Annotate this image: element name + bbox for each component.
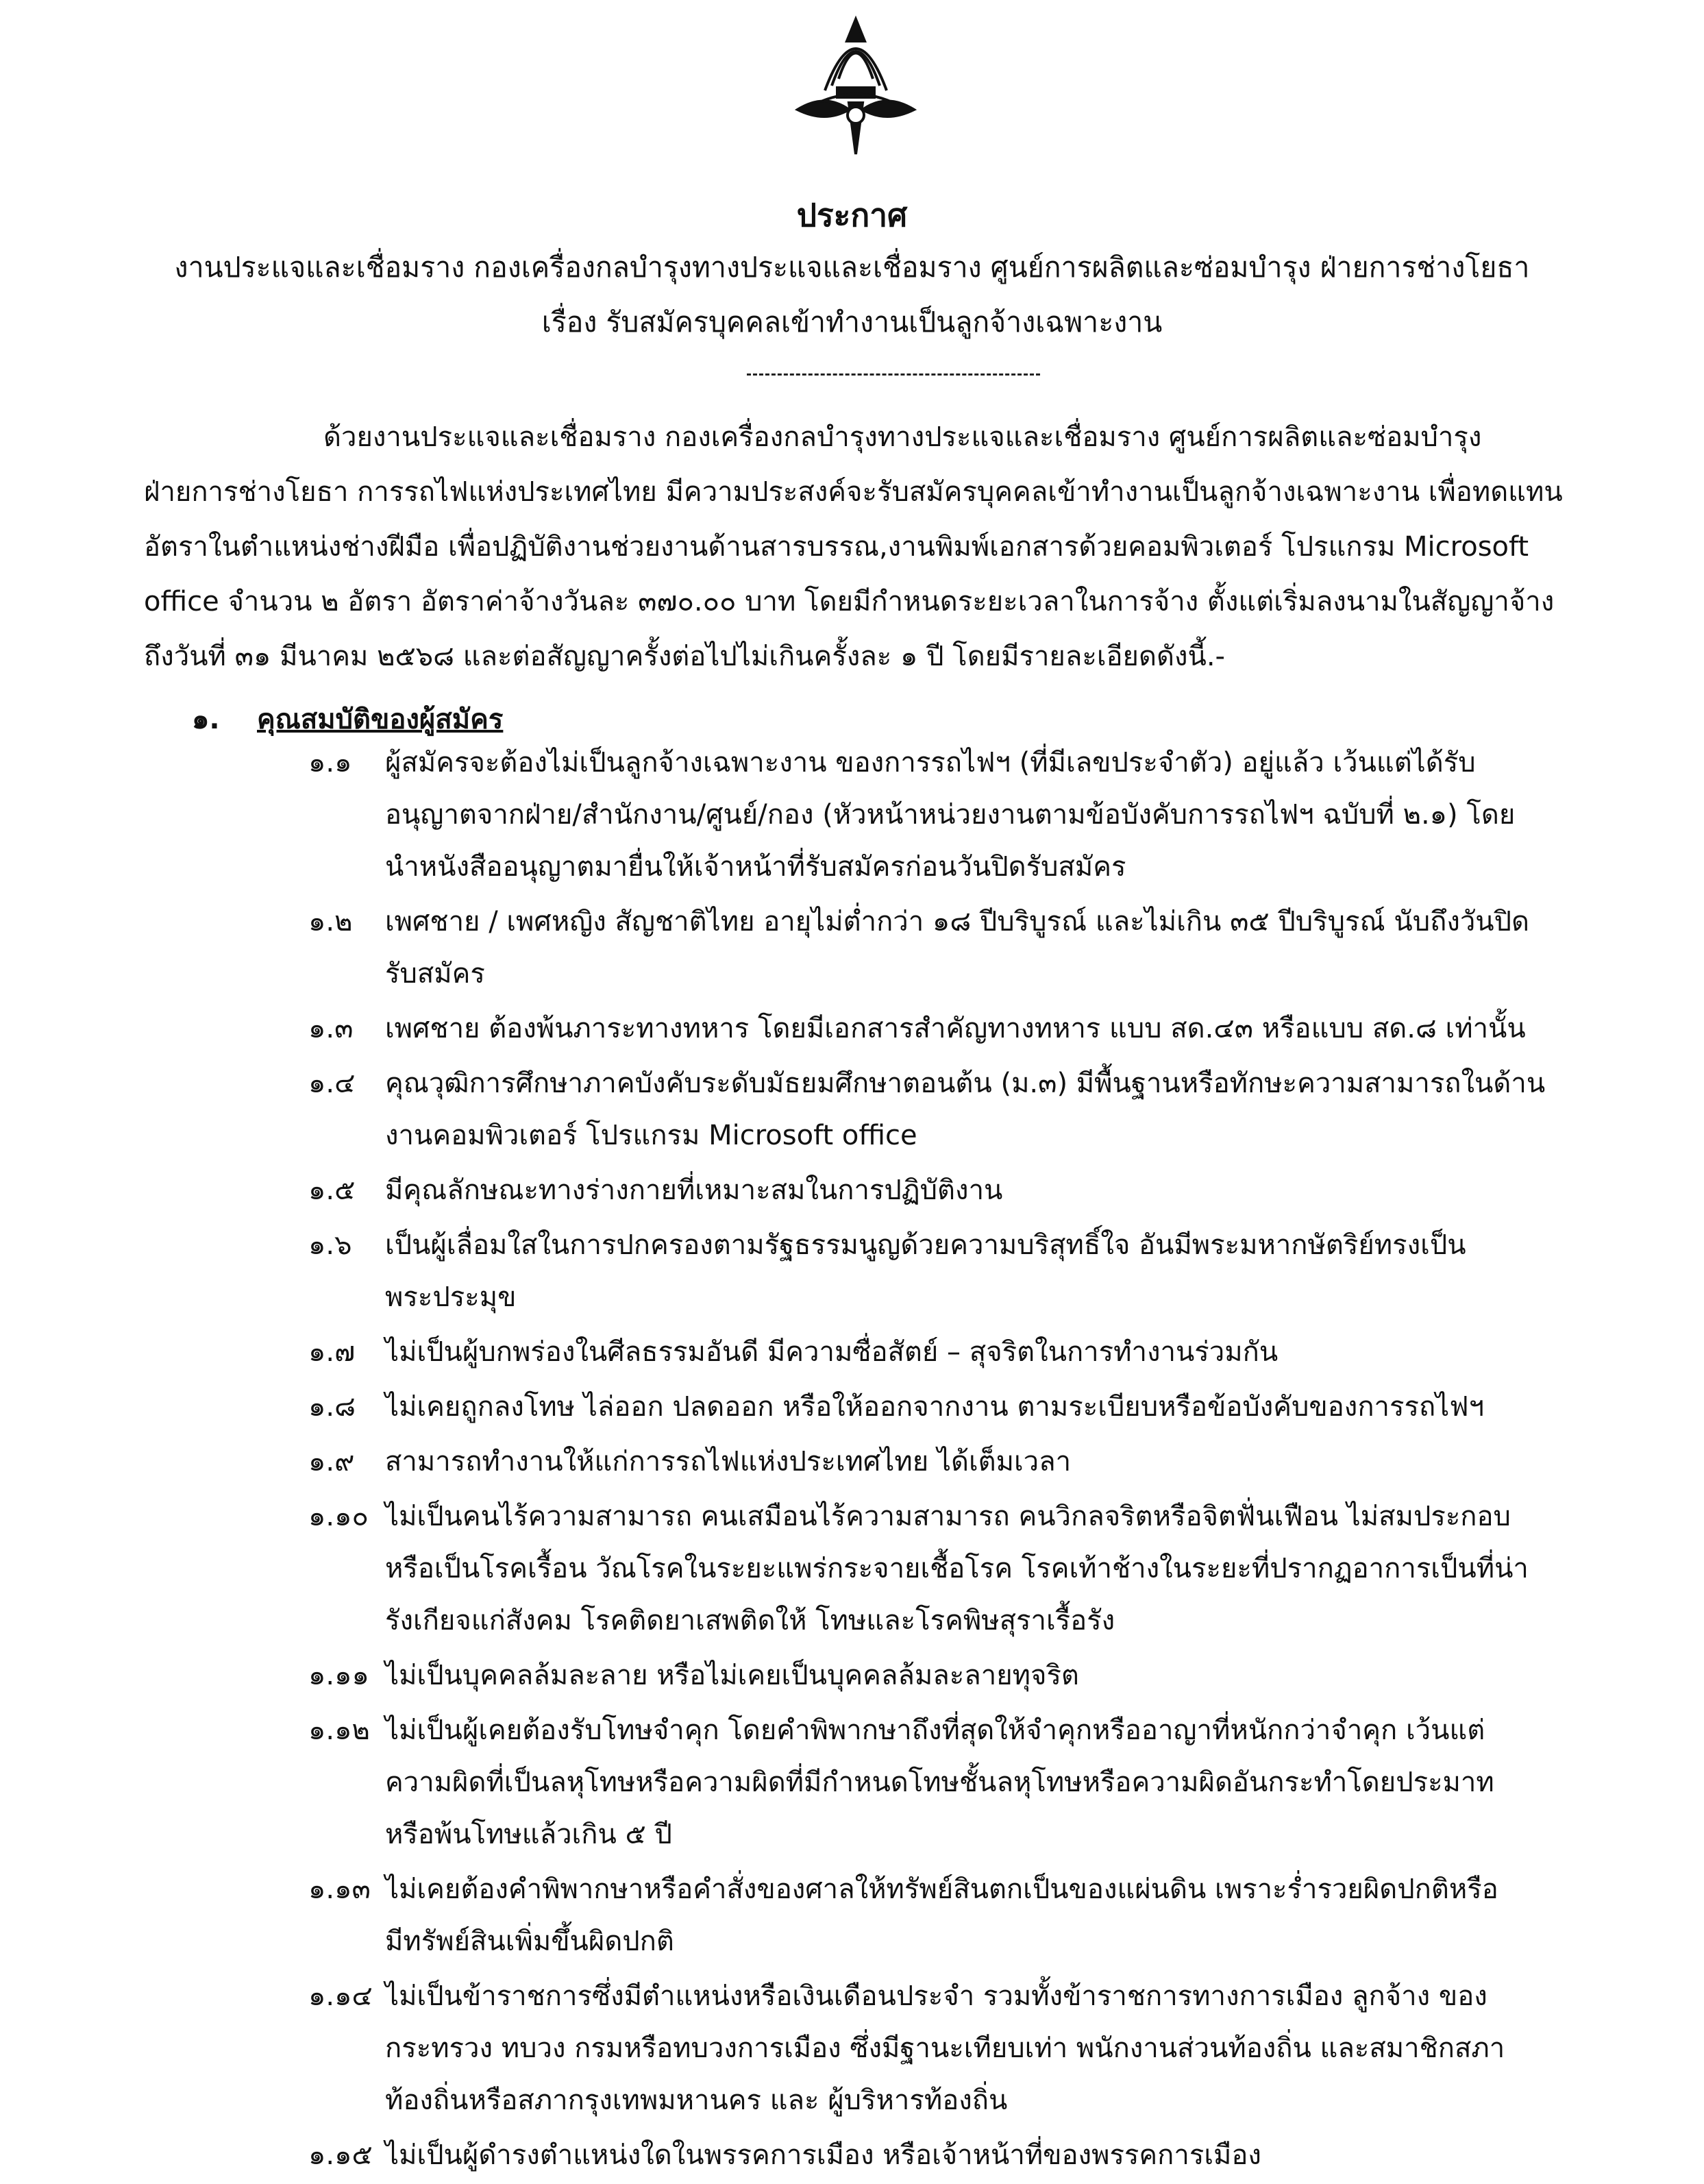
item-text: [385, 1436, 1583, 1488]
item-text-line: งานคอมพิวเตอร์ โปรแกรม Microsoft office: [385, 1120, 917, 1151]
qualification-item: [308, 1381, 1583, 1433]
item-number: ๑.๑๕: [308, 2139, 373, 2171]
qualification-item: [308, 1003, 1583, 1055]
item-text: [385, 896, 1583, 1000]
item-number: ๑.๕: [308, 1175, 356, 1206]
intro-paragraph: [144, 410, 1576, 684]
page-title: ประกาศ: [796, 197, 908, 234]
item-text-line: คุณวุฒิการศึกษาภาคบังคับระดับมัธยมศึกษาตอนต้น (ม.๓) มีพื้นฐานหรือทักษะความสามารถในด้าน: [385, 1068, 1546, 1099]
intro-line: office จำนวน ๒ อัตรา อัตราค่าจ้างวันละ ๓๗๐.๐๐ บาท โดยมีกำหนดระยะเวลาในการจ้าง ตั้งแต่เริ่มลงนามในสัญญาจ้าง: [144, 586, 1555, 617]
item-text-line: พระประมุข: [385, 1281, 517, 1313]
item-number: ๑.๑๒: [308, 1715, 370, 1746]
item-number: ๑.๑๑: [308, 1660, 369, 1691]
qualification-item: [308, 1057, 1583, 1162]
qualification-item: [308, 1219, 1583, 1323]
item-text-line: สามารถทำงานให้แก่การรถไฟแห่งประเทศไทย ได้เต็มเวลา: [385, 1446, 1072, 1477]
item-text: [385, 1219, 1583, 1323]
qualification-item: [308, 1863, 1583, 1967]
item-text-line: รังเกียจแก่สังคม โรคติดยาเสพติดให้ โทษและโรคพิษสุราเรื้อรัง: [385, 1605, 1115, 1636]
item-text-line: ไม่เคยถูกลงโทษ ไล่ออก ปลดออก หรือให้ออกจากงาน ตามระเบียบหรือข้อบังคับของการรถไฟฯ: [385, 1391, 1485, 1423]
title-separator: [747, 373, 1040, 376]
intro-line: ฝ่ายการช่างโยธา การรถไฟแห่งประเทศไทย มีความประสงค์จะรับสมัครบุคคลเข้าทำงานเป็นลูกจ้างเฉพาะงาน เพื่อทดแทน: [144, 476, 1563, 508]
state-railway-emblem-icon: [784, 14, 928, 158]
item-text-line: รับสมัคร: [385, 958, 485, 990]
item-text-line: ไม่เป็นผู้บกพร่องในศีลธรรมอันดี มีความซื่อสัตย์ – สุจริตในการทำงานร่วมกัน: [385, 1336, 1279, 1368]
item-text: [385, 1863, 1583, 1967]
intro-line: ถึงวันที่ ๓๑ มีนาคม ๒๕๖๘ และต่อสัญญาครั้งต่อไปไม่เกินครั้งละ ๑ ปี โดยมีรายละเอียดดังนี้.-: [144, 641, 1225, 672]
item-text: [385, 1003, 1583, 1055]
qualification-item: [308, 1970, 1583, 2126]
item-text: [385, 1057, 1583, 1162]
item-text-line: มีทรัพย์สินเพิ่มขึ้นผิดปกติ: [385, 1926, 674, 1957]
item-text-line: เป็นผู้เลื่อมใสในการปกครองตามรัฐธรรมนูญด้วยความบริสุทธิ์ใจ อันมีพระมหากษัตริย์ทรงเป็น: [385, 1229, 1466, 1261]
item-text: [385, 1164, 1583, 1216]
item-number: ๑.๑: [308, 747, 352, 778]
item-number: ๑.๘: [308, 1391, 356, 1423]
item-text: [385, 737, 1583, 893]
item-text: [385, 1970, 1583, 2126]
item-text: [385, 2129, 1583, 2181]
item-number: ๑.๙: [308, 1446, 355, 1477]
qualification-item: [308, 1164, 1583, 1216]
item-text: [385, 1649, 1583, 1702]
item-number: ๑.๒: [308, 906, 353, 937]
item-number: ๑.๓: [308, 1013, 354, 1044]
item-text-line: ไม่เป็นผู้เคยต้องรับโทษจำคุก โดยคำพิพากษาถึงที่สุดให้จำคุกหรืออาญาที่หนักกว่าจำคุก เว้นแต่: [385, 1715, 1485, 1746]
item-text-line: กระทรวง ทบวง กรมหรือทบวงการเมือง ซึ่งมีฐานะเทียบเท่า พนักงานส่วนท้องถิ่น และสมาชิกสภา: [385, 2033, 1505, 2064]
qualification-item: [308, 737, 1583, 893]
intro-line: ด้วยงานประแจและเชื่อมราง กองเครื่องกลบำรุงทางประแจและเชื่อมราง ศูนย์การผลิตและซ่อมบำรุง: [323, 421, 1482, 453]
item-text-line: มีคุณลักษณะทางร่างกายที่เหมาะสมในการปฏิบัติงาน: [385, 1175, 1003, 1206]
item-text-line: อนุญาตจากฝ่าย/สำนักงาน/ศูนย์/กอง (หัวหน้าหน่วยงานตามข้อบังคับการรถไฟฯ ฉบับที่ ๒.๑) โดย: [385, 799, 1516, 831]
item-text-line: เพศชาย / เพศหญิง สัญชาติไทย อายุไม่ต่ำกว่า ๑๘ ปีบริบูรณ์ และไม่เกิน ๓๕ ปีบริบูรณ์ นับถึงวันปิด: [385, 906, 1530, 937]
qualification-item: [308, 1326, 1583, 1378]
item-text-line: ไม่เคยต้องคำพิพากษาหรือคำสั่งของศาลให้ทรัพย์สินตกเป็นของแผ่นดิน เพราะร่ำรวยผิดปกติหรือ: [385, 1874, 1498, 1905]
item-text-line: ผู้สมัครจะต้องไม่เป็นลูกจ้างเฉพาะงาน ของการรถไฟฯ (ที่มีเลขประจำตัว) อยู่แล้ว เว้นแต่ได้รับ: [385, 747, 1476, 778]
qualification-item: [308, 1704, 1583, 1861]
item-text: [385, 1381, 1583, 1433]
qualification-item: [308, 1649, 1583, 1702]
item-number: ๑.๑๓: [308, 1874, 371, 1905]
item-text-line: หรือพ้นโทษแล้วเกิน ๕ ปี: [385, 1819, 672, 1850]
item-number: ๑.๑๔: [308, 1980, 373, 2012]
item-number: ๑.๑๐: [308, 1501, 369, 1532]
item-text-line: ไม่เป็นบุคคลล้มละลาย หรือไม่เคยเป็นบุคคลล้มละลายทุจริต: [385, 1660, 1079, 1691]
item-text: [385, 1704, 1583, 1861]
announcement-subject: เรื่อง รับสมัครบุคคลเข้าทำงานเป็นลูกจ้างเฉพาะงาน: [541, 306, 1163, 339]
qualification-item: [308, 1490, 1583, 1647]
item-number: ๑.๔: [308, 1068, 356, 1099]
item-text-line: นำหนังสืออนุญาตมายื่นให้เจ้าหน้าที่รับสมัครก่อนวันปิดรับสมัคร: [385, 851, 1126, 883]
qualification-item: [308, 1436, 1583, 1488]
item-text-line: ความผิดที่เป็นลหุโทษหรือความผิดที่มีกำหนดโทษชั้นลหุโทษหรือความผิดอันกระทำโดยประมาท: [385, 1767, 1494, 1798]
qualification-item: [308, 896, 1583, 1000]
item-number: ๑.๖: [308, 1229, 352, 1261]
item-text-line: เพศชาย ต้องพ้นภาระทางทหาร โดยมีเอกสารสำคัญทางทหาร แบบ สด.๔๓ หรือแบบ สด.๘ เท่านั้น: [385, 1013, 1526, 1044]
qualification-item: [308, 2129, 1583, 2181]
issuing-unit: งานประแจและเชื่อมราง กองเครื่องกลบำรุงทางประแจและเชื่อมราง ศูนย์การผลิตและซ่อมบำรุง ฝ่ายการช่างโยธา: [174, 251, 1530, 284]
item-text-line: ไม่เป็นข้าราชการซึ่งมีตำแหน่งหรือเงินเดือนประจำ รวมทั้งข้าราชการทางการเมือง ลูกจ้าง ของ: [385, 1980, 1487, 2012]
section-title: คุณสมบัติของผู้สมัคร: [257, 704, 504, 735]
item-text-line: ไม่เป็นผู้ดำรงตำแหน่งใดในพรรคการเมือง หรือเจ้าหน้าที่ของพรรคการเมือง: [385, 2139, 1261, 2171]
qualification-list: [308, 737, 1583, 2184]
item-text-line: ท้องถิ่นหรือสภากรุงเทพมหานคร และ ผู้บริหารท้องถิ่น: [385, 2085, 1008, 2116]
item-text-line: ไม่เป็นคนไร้ความสามารถ คนเสมือนไร้ความสามารถ คนวิกลจริตหรือจิตฟั่นเฟือน ไม่สมประกอบ: [385, 1501, 1511, 1532]
section-number: ๑.: [192, 704, 220, 735]
item-number: ๑.๗: [308, 1336, 356, 1368]
intro-line: อัตราในตำแหน่งช่างฝีมือ เพื่อปฏิบัติงานช่วยงานด้านสารบรรณ,งานพิมพ์เอกสารด้วยคอมพิวเตอร์ โปรแกรม Microsoft: [144, 531, 1529, 563]
item-text: [385, 1490, 1583, 1647]
item-text-line: หรือเป็นโรคเรื้อน วัณโรคในระยะแพร่กระจายเชื้อโรค โรคเท้าช้างในระยะที่ปรากฏอาการเป็นที่น่า: [385, 1553, 1529, 1584]
item-text: [385, 1326, 1583, 1378]
